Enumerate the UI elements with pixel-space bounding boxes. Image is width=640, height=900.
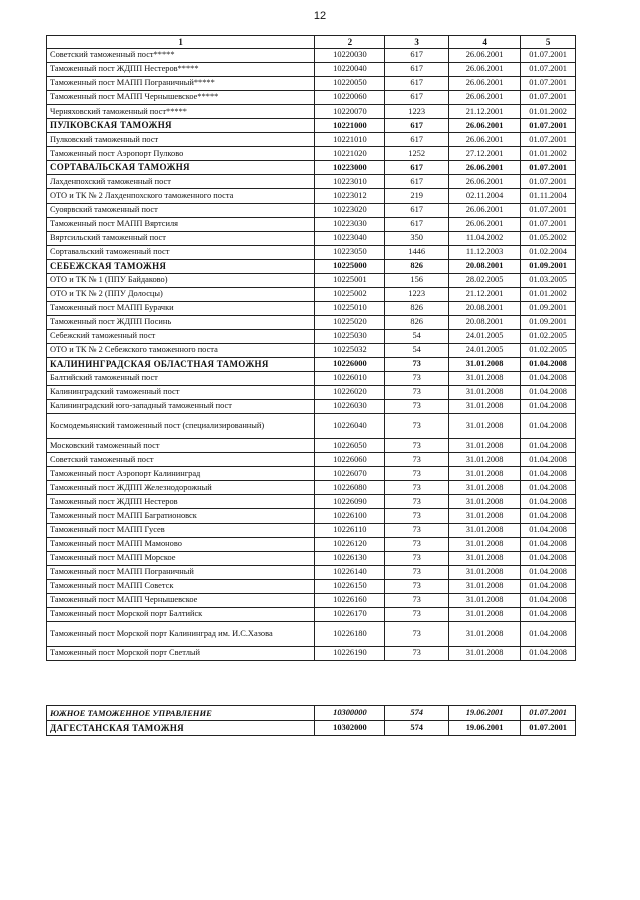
order-date-cell: 26.06.2001	[448, 133, 520, 147]
order-number-cell: 219	[385, 189, 449, 203]
office-name-cell: СОРТАВАЛЬСКАЯ ТАМОЖНЯ	[47, 161, 315, 175]
table-row	[47, 523, 576, 537]
office-code-cell: 10223050	[315, 245, 385, 259]
order-date-cell: 19.06.2001	[448, 706, 520, 721]
office-code-cell: 10226170	[315, 607, 385, 621]
order-number-cell: 73	[385, 358, 449, 372]
effective-date-cell: 01.07.2001	[521, 203, 576, 217]
effective-date-cell: 01.02.2005	[521, 343, 576, 357]
effective-date-cell: 01.04.2008	[521, 400, 576, 414]
office-name-cell: Сортавальский таможенный пост	[47, 245, 315, 259]
order-number-cell: 73	[385, 400, 449, 414]
table-row	[47, 343, 576, 357]
order-date-cell: 31.01.2008	[448, 537, 520, 551]
table-row	[47, 175, 576, 189]
effective-date-cell: 01.09.2001	[521, 259, 576, 273]
effective-date-cell: 01.02.2005	[521, 329, 576, 343]
table-row	[47, 301, 576, 315]
office-code-cell: 10226100	[315, 509, 385, 523]
table-row	[47, 372, 576, 386]
office-code-cell: 10226030	[315, 400, 385, 414]
order-number-cell: 73	[385, 551, 449, 565]
office-name-cell: Таможенный пост Аэропорт Калининград	[47, 467, 315, 481]
order-number-cell: 574	[385, 721, 449, 736]
order-date-cell: 31.01.2008	[448, 621, 520, 646]
table-row	[47, 287, 576, 301]
order-number-cell: 617	[385, 49, 449, 63]
effective-date-cell: 01.04.2008	[521, 551, 576, 565]
order-number-cell: 73	[385, 537, 449, 551]
order-date-cell: 20.08.2001	[448, 259, 520, 273]
office-name-cell: Таможенный пост Морской порт Калининград им. И.С.Хазова	[47, 621, 315, 646]
office-code-cell: 10226040	[315, 414, 385, 439]
office-name-cell: Таможенный пост ЖДПП Посинь	[47, 315, 315, 329]
order-date-cell: 21.12.2001	[448, 105, 520, 119]
office-code-cell: 10223030	[315, 217, 385, 231]
order-date-cell: 24.01.2005	[448, 329, 520, 343]
order-number-cell: 73	[385, 523, 449, 537]
order-number-cell: 73	[385, 372, 449, 386]
office-code-cell: 10225030	[315, 329, 385, 343]
effective-date-cell: 01.09.2001	[521, 315, 576, 329]
order-date-cell: 26.06.2001	[448, 203, 520, 217]
effective-date-cell: 01.04.2008	[521, 481, 576, 495]
office-code-cell: 10223012	[315, 189, 385, 203]
order-number-cell: 73	[385, 386, 449, 400]
office-name-cell: Черняховский таможенный пост*****	[47, 105, 315, 119]
office-code-cell: 10226000	[315, 358, 385, 372]
table-row	[47, 646, 576, 660]
office-name-cell: СЕБЕЖСКАЯ ТАМОЖНЯ	[47, 259, 315, 273]
table-row	[47, 358, 576, 372]
office-code-cell: 10225001	[315, 273, 385, 287]
office-name-cell: Таможенный пост МАПП Чернышевское*****	[47, 91, 315, 105]
office-name-cell: КАЛИНИНГРАДСКАЯ ОБЛАСТНАЯ ТАМОЖНЯ	[47, 358, 315, 372]
office-name-cell: Вяртсильский таможенный пост	[47, 231, 315, 245]
office-code-cell: 10226080	[315, 481, 385, 495]
order-number-cell: 73	[385, 439, 449, 453]
order-number-cell: 617	[385, 161, 449, 175]
order-number-cell: 617	[385, 175, 449, 189]
order-date-cell: 19.06.2001	[448, 721, 520, 736]
order-number-cell: 156	[385, 273, 449, 287]
order-date-cell: 31.01.2008	[448, 565, 520, 579]
order-date-cell: 24.01.2005	[448, 343, 520, 357]
header-cell: 5	[521, 36, 576, 49]
office-name-cell: Лахденпохский таможенный пост	[47, 175, 315, 189]
effective-date-cell: 01.02.2004	[521, 245, 576, 259]
office-name-cell: ОТО и ТК № 1 (ППУ Байдаково)	[47, 273, 315, 287]
office-name-cell: ПУЛКОВСКАЯ ТАМОЖНЯ	[47, 119, 315, 133]
office-code-cell: 10220040	[315, 63, 385, 77]
office-code-cell: 10226150	[315, 579, 385, 593]
effective-date-cell: 01.04.2008	[521, 509, 576, 523]
table-row	[47, 217, 576, 231]
table-row	[47, 105, 576, 119]
effective-date-cell: 01.04.2008	[521, 565, 576, 579]
office-code-cell: 10226120	[315, 537, 385, 551]
office-name-cell: ОТО и ТК № 2 (ППУ Долосцы)	[47, 287, 315, 301]
order-date-cell: 26.06.2001	[448, 49, 520, 63]
office-code-cell: 10225010	[315, 301, 385, 315]
order-number-cell: 54	[385, 343, 449, 357]
order-date-cell: 31.01.2008	[448, 509, 520, 523]
effective-date-cell: 01.04.2008	[521, 495, 576, 509]
office-name-cell: Таможенный пост ЖДПП Нестеров	[47, 495, 315, 509]
office-code-cell: 10226010	[315, 372, 385, 386]
office-name-cell: Таможенный пост ЖДПП Железнодорожный	[47, 481, 315, 495]
office-name-cell: Калининградский юго-западный таможенный пост	[47, 400, 315, 414]
office-code-cell: 10226050	[315, 439, 385, 453]
order-date-cell: 31.01.2008	[448, 607, 520, 621]
order-date-cell: 26.06.2001	[448, 119, 520, 133]
effective-date-cell: 01.07.2001	[521, 161, 576, 175]
office-code-cell: 10226090	[315, 495, 385, 509]
office-code-cell: 10225000	[315, 259, 385, 273]
order-number-cell: 73	[385, 646, 449, 660]
order-date-cell: 31.01.2008	[448, 523, 520, 537]
order-date-cell: 11.12.2003	[448, 245, 520, 259]
office-name-cell: Таможенный пост Морской порт Балтийск	[47, 607, 315, 621]
order-number-cell: 617	[385, 91, 449, 105]
office-name-cell: Космодемьянский таможенный пост (специализированный)	[47, 414, 315, 439]
effective-date-cell: 01.04.2008	[521, 523, 576, 537]
office-name-cell: Советский таможенный пост*****	[47, 49, 315, 63]
effective-date-cell: 01.07.2001	[521, 63, 576, 77]
office-code-cell: 10226190	[315, 646, 385, 660]
order-number-cell: 1223	[385, 105, 449, 119]
office-code-cell: 10302000	[315, 721, 385, 736]
order-number-cell: 617	[385, 203, 449, 217]
order-number-cell: 1223	[385, 287, 449, 301]
effective-date-cell: 01.07.2001	[521, 49, 576, 63]
effective-date-cell: 01.09.2001	[521, 301, 576, 315]
order-number-cell: 350	[385, 231, 449, 245]
order-date-cell: 31.01.2008	[448, 467, 520, 481]
effective-date-cell: 01.04.2008	[521, 621, 576, 646]
table-row	[47, 467, 576, 481]
effective-date-cell: 01.07.2001	[521, 721, 576, 736]
order-date-cell: 31.01.2008	[448, 481, 520, 495]
order-number-cell: 73	[385, 495, 449, 509]
office-code-cell: 10225002	[315, 287, 385, 301]
office-name-cell: ЮЖНОЕ ТАМОЖЕННОЕ УПРАВЛЕНИЕ	[47, 706, 315, 721]
table-row	[47, 509, 576, 523]
effective-date-cell: 01.05.2002	[521, 231, 576, 245]
office-name-cell: Таможенный пост Аэропорт Пулково	[47, 147, 315, 161]
table-row	[47, 621, 576, 646]
office-code-cell: 10221010	[315, 133, 385, 147]
header-cell: 4	[448, 36, 520, 49]
order-number-cell: 826	[385, 259, 449, 273]
order-date-cell: 26.06.2001	[448, 161, 520, 175]
office-name-cell: Калининградский таможенный пост	[47, 386, 315, 400]
order-number-cell: 617	[385, 119, 449, 133]
effective-date-cell: 01.04.2008	[521, 439, 576, 453]
order-date-cell: 31.01.2008	[448, 372, 520, 386]
office-code-cell: 10223010	[315, 175, 385, 189]
table-row	[47, 245, 576, 259]
order-date-cell: 26.06.2001	[448, 217, 520, 231]
order-date-cell: 31.01.2008	[448, 439, 520, 453]
office-code-cell: 10221020	[315, 147, 385, 161]
effective-date-cell: 01.07.2001	[521, 217, 576, 231]
order-date-cell: 21.12.2001	[448, 287, 520, 301]
office-name-cell: Таможенный пост ЖДПП Нестеров*****	[47, 63, 315, 77]
table-row	[47, 386, 576, 400]
order-date-cell: 31.01.2008	[448, 358, 520, 372]
order-date-cell: 31.01.2008	[448, 453, 520, 467]
order-date-cell: 20.08.2001	[448, 301, 520, 315]
office-code-cell: 10226140	[315, 565, 385, 579]
order-number-cell: 617	[385, 77, 449, 91]
office-code-cell: 10226110	[315, 523, 385, 537]
office-code-cell: 10220060	[315, 91, 385, 105]
order-number-cell: 1446	[385, 245, 449, 259]
office-name-cell: Таможенный пост МАПП Мамоново	[47, 537, 315, 551]
table-row	[47, 161, 576, 175]
header-cell: 3	[385, 36, 449, 49]
order-number-cell: 54	[385, 329, 449, 343]
order-date-cell: 31.01.2008	[448, 579, 520, 593]
table-row	[47, 91, 576, 105]
order-number-cell: 73	[385, 481, 449, 495]
order-number-cell: 617	[385, 133, 449, 147]
office-code-cell: 10226130	[315, 551, 385, 565]
table-row	[47, 537, 576, 551]
table-row	[47, 63, 576, 77]
office-code-cell: 10226020	[315, 386, 385, 400]
header-cell: 1	[47, 36, 315, 49]
effective-date-cell: 01.01.2002	[521, 147, 576, 161]
table-row	[47, 607, 576, 621]
order-date-cell: 26.06.2001	[448, 63, 520, 77]
office-name-cell: Таможенный пост МАПП Чернышевское	[47, 593, 315, 607]
office-name-cell: ОТО и ТК № 2 Лахденпохского таможенного поста	[47, 189, 315, 203]
order-number-cell: 1252	[385, 147, 449, 161]
effective-date-cell: 01.03.2005	[521, 273, 576, 287]
effective-date-cell: 01.07.2001	[521, 133, 576, 147]
table-row	[47, 119, 576, 133]
effective-date-cell: 01.11.2004	[521, 189, 576, 203]
office-name-cell: Таможенный пост МАПП Советск	[47, 579, 315, 593]
table-row	[47, 189, 576, 203]
office-name-cell: Таможенный пост МАПП Вяртсиля	[47, 217, 315, 231]
effective-date-cell: 01.01.2002	[521, 105, 576, 119]
office-name-cell: ОТО и ТК № 2 Себежского таможенного поста	[47, 343, 315, 357]
order-number-cell: 73	[385, 509, 449, 523]
table-row	[47, 565, 576, 579]
table-row	[47, 593, 576, 607]
effective-date-cell: 01.04.2008	[521, 372, 576, 386]
table-row	[47, 400, 576, 414]
customs-table-continued	[46, 705, 576, 736]
order-date-cell: 31.01.2008	[448, 414, 520, 439]
customs-table	[46, 35, 576, 661]
office-code-cell: 10225032	[315, 343, 385, 357]
effective-date-cell: 01.04.2008	[521, 386, 576, 400]
office-name-cell: Себежский таможенный пост	[47, 329, 315, 343]
office-code-cell: 10223020	[315, 203, 385, 217]
office-name-cell: Таможенный пост МАПП Бурачки	[47, 301, 315, 315]
order-date-cell: 27.12.2001	[448, 147, 520, 161]
table-row	[47, 481, 576, 495]
office-name-cell: ДАГЕСТАНСКАЯ ТАМОЖНЯ	[47, 721, 315, 736]
table-row	[47, 721, 576, 736]
table-row	[47, 273, 576, 287]
order-date-cell: 31.01.2008	[448, 593, 520, 607]
order-date-cell: 28.02.2005	[448, 273, 520, 287]
table-row	[47, 551, 576, 565]
table-body	[47, 706, 576, 736]
order-date-cell: 31.01.2008	[448, 386, 520, 400]
effective-date-cell: 01.07.2001	[521, 706, 576, 721]
office-name-cell: Таможенный пост Морской порт Светлый	[47, 646, 315, 660]
office-name-cell: Балтийский таможенный пост	[47, 372, 315, 386]
order-date-cell: 31.01.2008	[448, 400, 520, 414]
effective-date-cell: 01.07.2001	[521, 77, 576, 91]
effective-date-cell: 01.07.2001	[521, 175, 576, 189]
order-number-cell: 73	[385, 453, 449, 467]
office-code-cell: 10223000	[315, 161, 385, 175]
office-code-cell: 10221000	[315, 119, 385, 133]
office-name-cell: Таможенный пост МАПП Гусев	[47, 523, 315, 537]
order-date-cell: 26.06.2001	[448, 91, 520, 105]
table-row	[47, 147, 576, 161]
order-date-cell: 26.06.2001	[448, 77, 520, 91]
order-number-cell: 73	[385, 607, 449, 621]
effective-date-cell: 01.04.2008	[521, 358, 576, 372]
office-code-cell: 10226070	[315, 467, 385, 481]
office-code-cell: 10220070	[315, 105, 385, 119]
order-date-cell: 20.08.2001	[448, 315, 520, 329]
table-row	[47, 259, 576, 273]
order-number-cell: 574	[385, 706, 449, 721]
order-number-cell: 73	[385, 565, 449, 579]
order-number-cell: 73	[385, 621, 449, 646]
order-number-cell: 73	[385, 467, 449, 481]
office-name-cell: Московский таможенный пост	[47, 439, 315, 453]
effective-date-cell: 01.04.2008	[521, 453, 576, 467]
order-date-cell: 31.01.2008	[448, 646, 520, 660]
order-date-cell: 11.04.2002	[448, 231, 520, 245]
office-code-cell: 10226060	[315, 453, 385, 467]
office-name-cell: Пулковский таможенный пост	[47, 133, 315, 147]
office-name-cell: Таможенный пост МАПП Пограничный*****	[47, 77, 315, 91]
order-date-cell: 02.11.2004	[448, 189, 520, 203]
order-number-cell: 617	[385, 63, 449, 77]
office-code-cell: 10220050	[315, 77, 385, 91]
office-code-cell: 10300000	[315, 706, 385, 721]
table-row	[47, 495, 576, 509]
table-row	[47, 315, 576, 329]
office-code-cell: 10225020	[315, 315, 385, 329]
effective-date-cell: 01.04.2008	[521, 646, 576, 660]
page-number: 12	[313, 10, 327, 22]
effective-date-cell: 01.04.2008	[521, 537, 576, 551]
effective-date-cell: 01.07.2001	[521, 119, 576, 133]
table-row	[47, 579, 576, 593]
order-number-cell: 826	[385, 315, 449, 329]
office-code-cell: 10226180	[315, 621, 385, 646]
effective-date-cell: 01.01.2002	[521, 287, 576, 301]
header-row	[47, 36, 576, 49]
effective-date-cell: 01.04.2008	[521, 593, 576, 607]
table-row	[47, 706, 576, 721]
effective-date-cell: 01.04.2008	[521, 467, 576, 481]
table-row	[47, 329, 576, 343]
order-number-cell: 826	[385, 301, 449, 315]
effective-date-cell: 01.04.2008	[521, 579, 576, 593]
office-code-cell: 10226160	[315, 593, 385, 607]
table-row	[47, 77, 576, 91]
office-name-cell: Таможенный пост МАПП Багратионовск	[47, 509, 315, 523]
order-number-cell: 73	[385, 414, 449, 439]
order-number-cell: 617	[385, 217, 449, 231]
table-row	[47, 133, 576, 147]
effective-date-cell: 01.04.2008	[521, 414, 576, 439]
table-row	[47, 414, 576, 439]
office-name-cell: Таможенный пост МАПП Пограничный	[47, 565, 315, 579]
table-row	[47, 203, 576, 217]
order-number-cell: 73	[385, 593, 449, 607]
office-name-cell: Суоярвский таможенный пост	[47, 203, 315, 217]
order-number-cell: 73	[385, 579, 449, 593]
table-body	[47, 49, 576, 661]
office-code-cell: 10220030	[315, 49, 385, 63]
office-name-cell: Таможенный пост МАПП Морское	[47, 551, 315, 565]
office-name-cell: Советский таможенный пост	[47, 453, 315, 467]
table-row	[47, 49, 576, 63]
table-row	[47, 231, 576, 245]
effective-date-cell: 01.04.2008	[521, 607, 576, 621]
table-row	[47, 439, 576, 453]
table-row	[47, 453, 576, 467]
order-date-cell: 31.01.2008	[448, 495, 520, 509]
order-date-cell: 31.01.2008	[448, 551, 520, 565]
office-code-cell: 10223040	[315, 231, 385, 245]
header-cell: 2	[315, 36, 385, 49]
effective-date-cell: 01.07.2001	[521, 91, 576, 105]
order-date-cell: 26.06.2001	[448, 175, 520, 189]
